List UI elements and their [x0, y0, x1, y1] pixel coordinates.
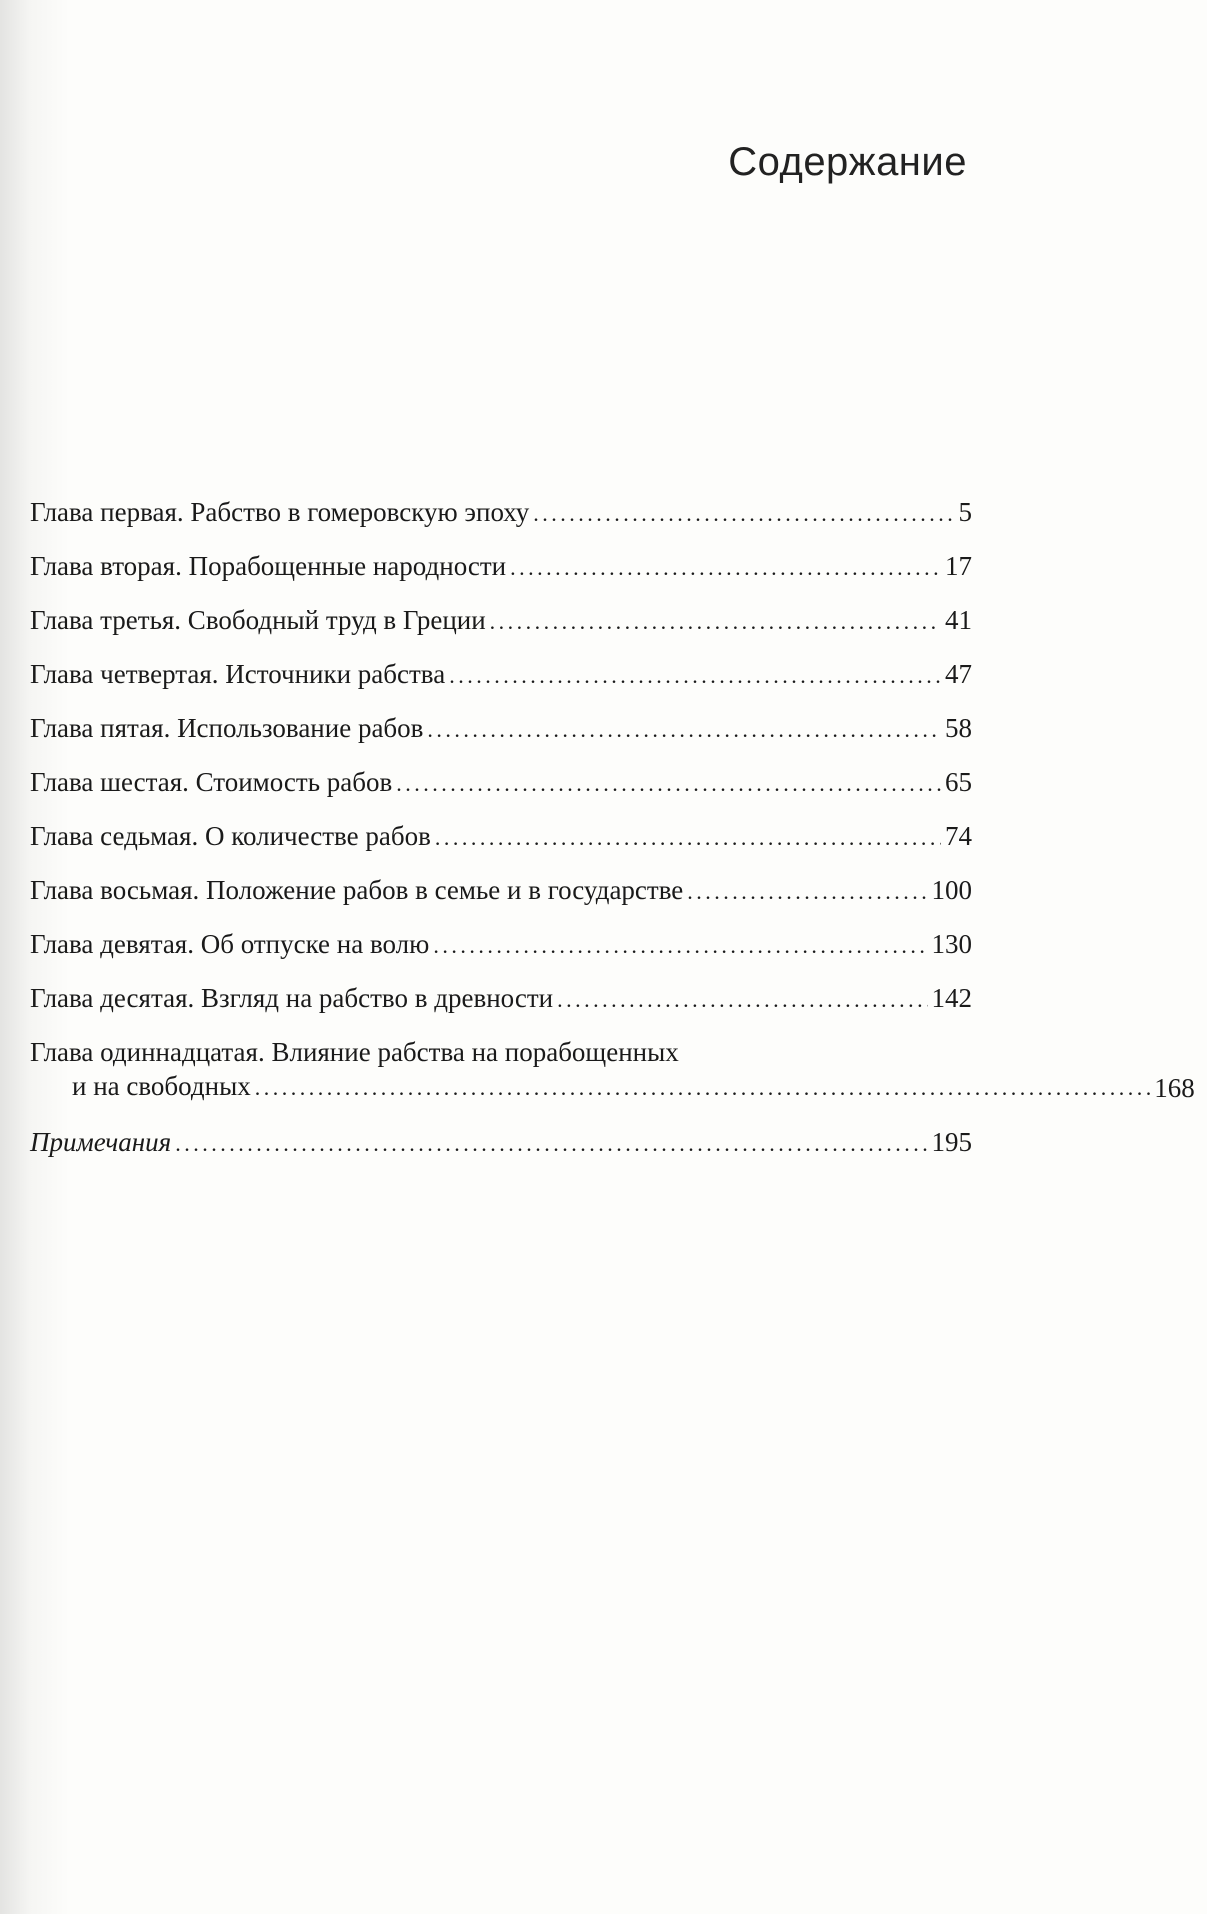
- toc-entry-title-line-2: и на свободных: [72, 1071, 251, 1101]
- toc-entry-chapter-5[interactable]: [30, 711, 972, 745]
- toc-entry-title: Глава девятая. Об отпуске на волю: [30, 929, 430, 959]
- toc-entry-chapter-11[interactable]: [30, 1035, 1195, 1105]
- toc-entry-title-block: [30, 1035, 1154, 1105]
- toc-page-number: 41: [945, 605, 972, 635]
- dot-leader: [433, 927, 927, 963]
- toc-entry-title: Глава четвертая. Источники рабства: [30, 659, 446, 689]
- dot-leader: [255, 1069, 1151, 1105]
- toc-entry-title: Глава седьмая. О количестве рабов: [30, 821, 431, 851]
- toc-page-number: 17: [945, 551, 972, 581]
- toc-entry-title: Глава шестая. Стоимость рабов: [30, 767, 393, 797]
- toc-entry-chapter-9[interactable]: [30, 927, 972, 961]
- toc-page-number: 100: [931, 875, 972, 905]
- dot-leader: [557, 981, 927, 1017]
- toc-entry-chapter-7[interactable]: [30, 819, 972, 853]
- toc-entry-chapter-4[interactable]: [30, 657, 972, 691]
- dot-leader: [687, 873, 927, 909]
- page-title: Содержание: [728, 140, 967, 184]
- toc-entry-title: Глава восьмая. Положение рабов в семье и в государстве: [30, 875, 684, 905]
- toc-page-number: 168: [1154, 1073, 1195, 1103]
- dot-leader: [490, 603, 941, 639]
- dot-leader: [427, 711, 941, 747]
- toc-entry-chapter-6[interactable]: [30, 765, 972, 799]
- toc-entry-chapter-3[interactable]: [30, 603, 972, 637]
- toc-entry-title: Глава пятая. Использование рабов: [30, 713, 424, 743]
- toc-entry-chapter-8[interactable]: [30, 873, 972, 907]
- toc-entry-title: Глава десятая. Взгляд на рабство в древности: [30, 983, 554, 1013]
- dot-leader: [435, 819, 941, 855]
- toc-entry-title: Глава третья. Свободный труд в Греции: [30, 605, 486, 635]
- toc-page-number: 142: [931, 983, 972, 1013]
- toc-entry-notes[interactable]: [30, 1125, 972, 1159]
- toc-page-number: 5: [958, 497, 972, 527]
- toc-entry-chapter-2[interactable]: [30, 549, 972, 583]
- toc-entry-title: Примечания: [30, 1127, 172, 1157]
- toc-page-number: 65: [945, 767, 972, 797]
- dot-leader: [510, 549, 941, 585]
- toc-entry-chapter-10[interactable]: [30, 981, 972, 1015]
- toc-page-number: 74: [945, 821, 972, 851]
- toc-entry-chapter-1[interactable]: [30, 495, 972, 529]
- dot-leader: [533, 495, 954, 531]
- toc-page-number: 47: [945, 659, 972, 689]
- toc-page-number: 130: [931, 929, 972, 959]
- toc-page-number: 195: [931, 1127, 972, 1157]
- toc-page-number: 58: [945, 713, 972, 743]
- dot-leader: [396, 765, 941, 801]
- dot-leader: [449, 657, 941, 693]
- toc-entry-title: Глава вторая. Порабощенные народности: [30, 551, 507, 581]
- toc-entry-title-line-2-row: [30, 1069, 1154, 1105]
- dot-leader: [175, 1125, 927, 1161]
- toc-entry-title: Глава первая. Рабство в гомеровскую эпоху: [30, 497, 530, 527]
- toc-entry-title-line-1: Глава одиннадцатая. Влияние рабства на порабощенных: [30, 1037, 679, 1067]
- table-of-contents: [30, 495, 1195, 1179]
